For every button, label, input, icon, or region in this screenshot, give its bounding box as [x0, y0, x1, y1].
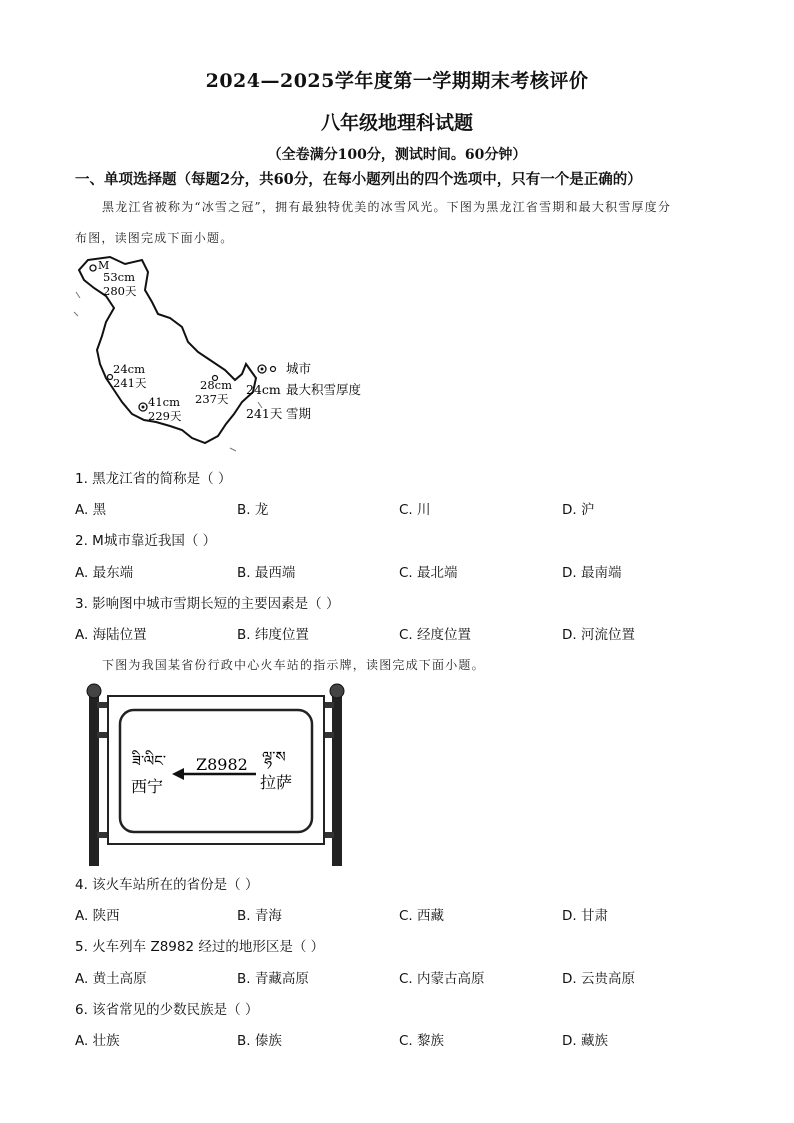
right-post-cap	[330, 684, 344, 698]
q6-option-b[interactable]: B. 傣族	[237, 1033, 282, 1049]
capital-marker-dot	[142, 406, 145, 409]
q5-option-a[interactable]: A. 黄土高原	[75, 971, 147, 987]
city-e-depth: 28cm	[200, 378, 232, 392]
city-w-depth: 24cm	[113, 362, 145, 376]
q6-option-c[interactable]: C. 黎族	[399, 1033, 445, 1049]
q6-option-d[interactable]: D. 藏族	[562, 1033, 608, 1049]
city-m-marker	[90, 265, 96, 271]
q6-option-a[interactable]: A. 壮族	[75, 1033, 120, 1049]
city-e-days: 237天	[195, 392, 229, 406]
left-post	[89, 694, 99, 866]
q3-option-b[interactable]: B. 纬度位置	[237, 627, 309, 643]
city-c-days: 229天	[148, 409, 182, 423]
q5-option-c[interactable]: C. 内蒙古高原	[399, 971, 485, 987]
origin-city: 拉萨	[260, 773, 293, 792]
q3-option-a[interactable]: A. 海陆位置	[75, 627, 147, 643]
q1-option-a[interactable]: A. 黑	[75, 502, 107, 518]
q3-option-c[interactable]: C. 经度位置	[399, 627, 472, 643]
destination-city: 西宁	[131, 777, 164, 796]
legend-capital-dot	[261, 368, 264, 371]
city-m-depth: 53cm	[103, 270, 135, 284]
q2-option-b[interactable]: B. 最西端	[237, 565, 296, 581]
q2-option-a[interactable]: A. 最东端	[75, 565, 134, 581]
question-1-stem: 1. 黑龙江省的简称是（ ）	[75, 471, 232, 487]
q2-option-c[interactable]: C. 最北端	[399, 565, 458, 581]
q4-option-d[interactable]: D. 甘肃	[562, 908, 608, 924]
legend-days-label: 雪期	[286, 406, 312, 421]
q1-option-b[interactable]: B. 龙	[237, 502, 269, 518]
q4-option-a[interactable]: A. 陕西	[75, 908, 120, 924]
passage1-line1: 黑龙江省被称为“冰雪之冠”，拥有最独特优美的冰雪风光。下图为黑龙江省雪期和最大积雪厚度分	[102, 200, 672, 214]
q2-option-d[interactable]: D. 最南端	[562, 565, 622, 581]
city-w-days: 241天	[113, 376, 147, 390]
q4-option-b[interactable]: B. 青海	[237, 908, 282, 924]
right-post	[332, 694, 342, 866]
train-number: Z8982	[196, 755, 248, 774]
legend-depth-value: 24cm	[246, 382, 281, 397]
question-2-stem: 2. M城市靠近我国（ ）	[75, 533, 217, 549]
q1-option-d[interactable]: D. 沪	[562, 502, 595, 518]
tibetan-right-text: ལྷ་ས	[262, 748, 286, 766]
legend-city-label: 城市	[286, 361, 312, 376]
question-6-stem: 6. 该省常见的少数民族是（ ）	[75, 1002, 259, 1018]
q3-option-d[interactable]: D. 河流位置	[562, 627, 635, 643]
q1-option-c[interactable]: C. 川	[399, 502, 431, 518]
exam-note: （全卷满分100分，测试时间。60分钟）	[267, 147, 527, 163]
left-post-cap	[87, 684, 101, 698]
passage2-line1: 下图为我国某省份行政中心火车站的指示牌，读图完成下面小题。	[102, 658, 485, 672]
legend-depth-label: 最大积雪厚度	[286, 382, 362, 397]
question-5-stem: 5. 火车列车 Z8982 经过的地形区是（ ）	[75, 939, 325, 955]
q4-option-c[interactable]: C. 西藏	[399, 908, 445, 924]
city-m-label: M	[98, 259, 110, 272]
section-heading: 一、单项选择题（每题2分，共60分，在每小题列出的四个选项中，只有一个是正确的）	[75, 171, 642, 188]
heilongjiang-snow-map	[70, 252, 390, 457]
city-w-marker	[108, 375, 113, 380]
q5-option-b[interactable]: B. 青藏高原	[237, 971, 309, 987]
q5-option-d[interactable]: D. 云贵高原	[562, 971, 635, 987]
station-sign-figure	[84, 682, 354, 866]
city-m-days: 280天	[103, 284, 137, 298]
question-4-stem: 4. 该火车站所在的省份是（ ）	[75, 877, 259, 893]
city-c-depth: 41cm	[148, 395, 180, 409]
passage1-line2: 布图，读图完成下面小题。	[75, 231, 234, 245]
exam-subtitle: 八年级地理科试题	[320, 112, 473, 134]
legend-days-value: 241天	[246, 406, 283, 421]
question-3-stem: 3. 影响图中城市雪期长短的主要因素是（ ）	[75, 596, 340, 612]
exam-title: 2024—2025学年度第一学期期末考核评价	[205, 70, 589, 92]
legend-city-icon	[271, 367, 276, 372]
tibetan-left-text: ཟི་ལིང་	[132, 752, 167, 770]
